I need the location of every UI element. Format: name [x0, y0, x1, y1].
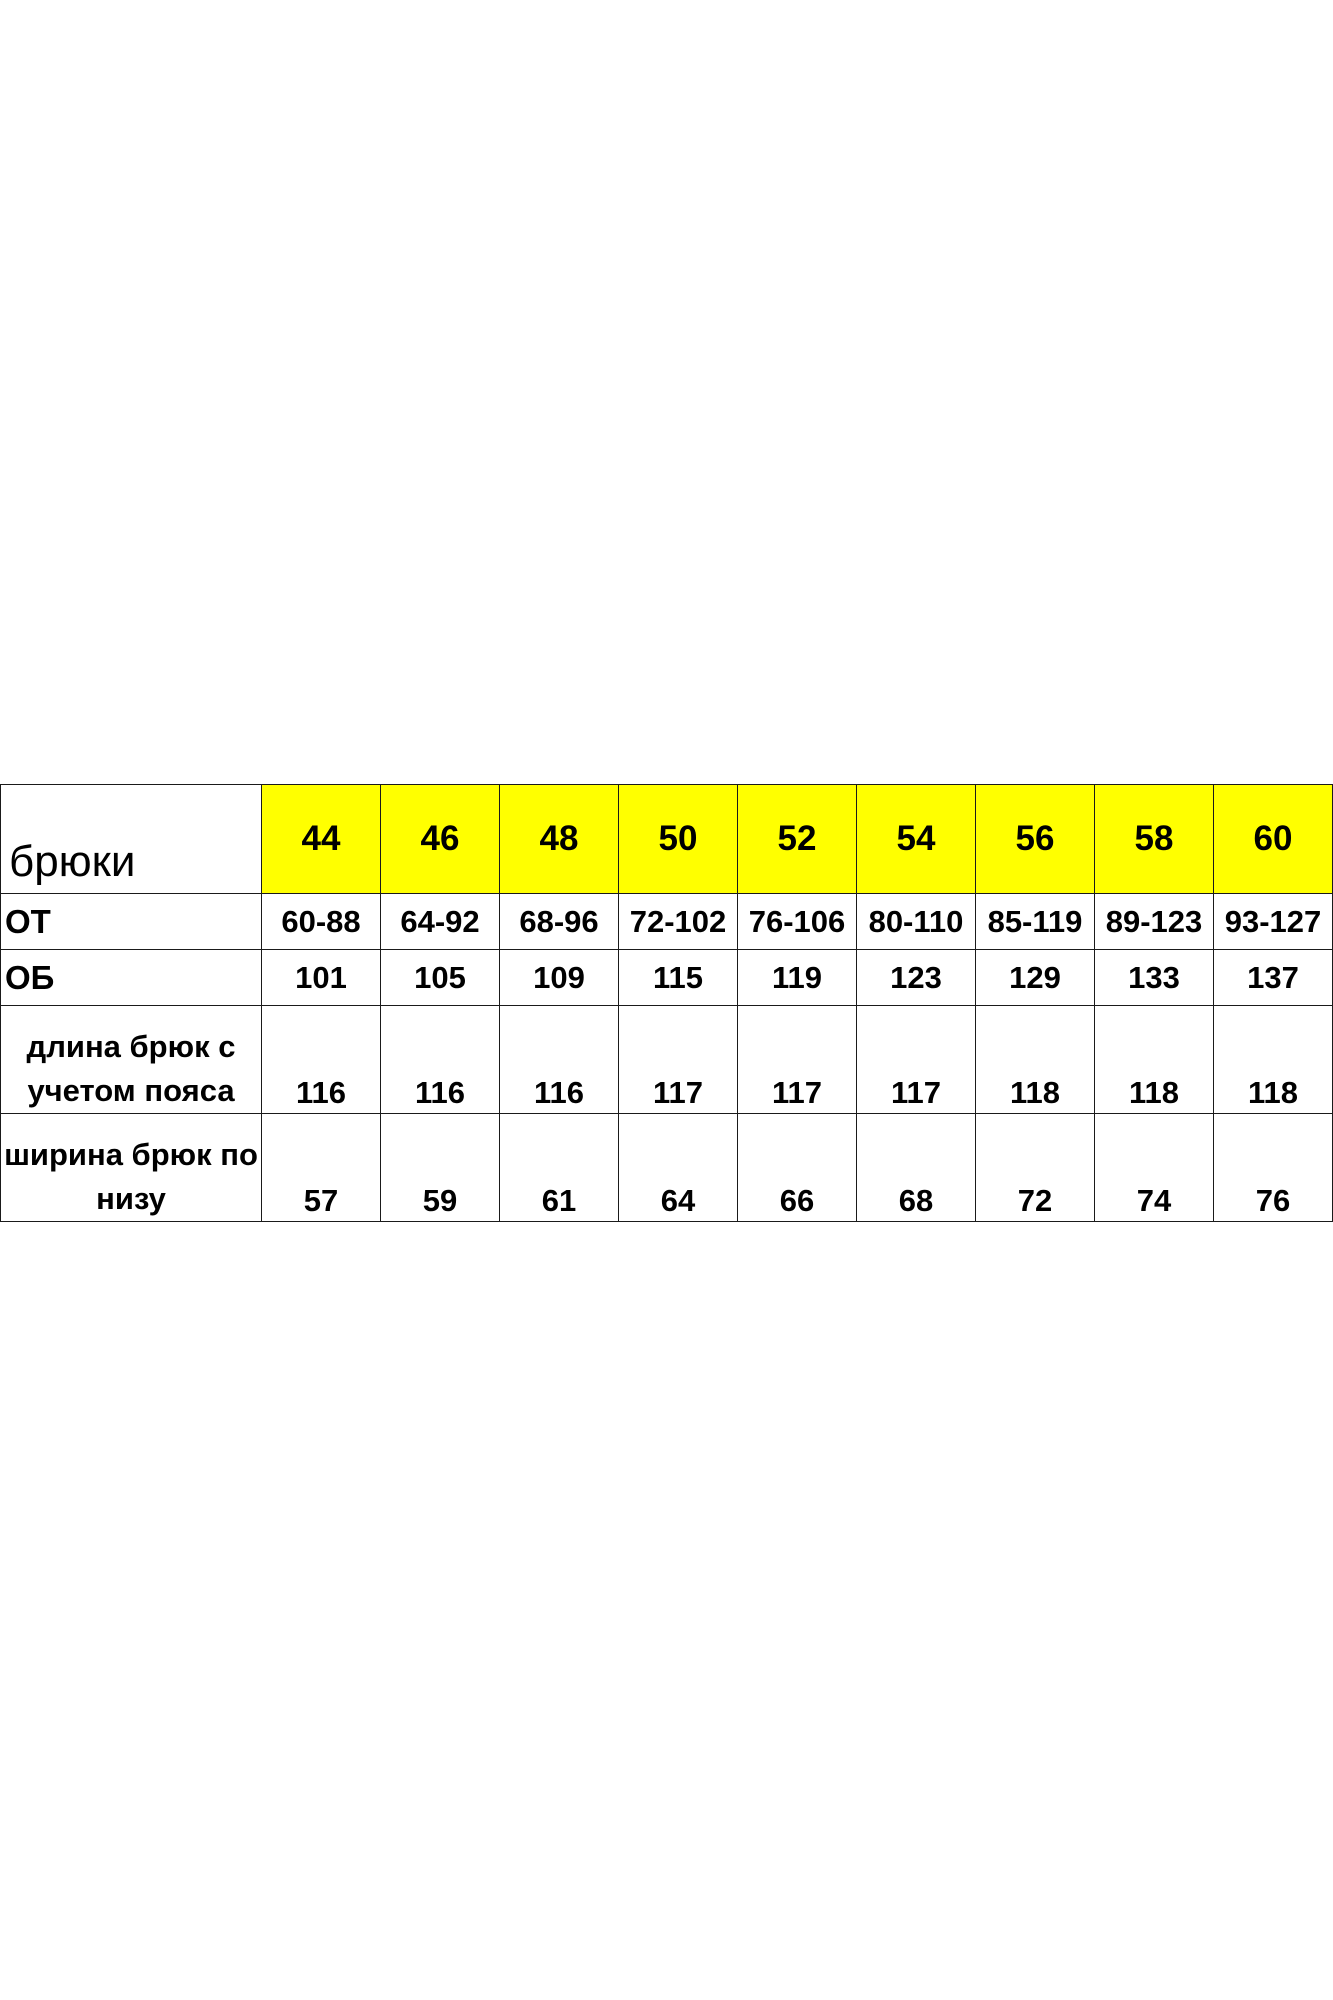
- row-label-waist: ОТ: [1, 894, 262, 950]
- table-cell: 76: [1214, 1114, 1333, 1222]
- table-row-hips: [1, 950, 1333, 1006]
- table-cell: 64: [619, 1114, 738, 1222]
- row-label-length: [1, 1006, 262, 1114]
- table-cell: 115: [619, 950, 738, 1006]
- table-cell: 64-92: [381, 894, 500, 950]
- table-cell: 101: [262, 950, 381, 1006]
- table-cell: 80-110: [857, 894, 976, 950]
- table-cell: 118: [1214, 1006, 1333, 1114]
- size-48: 48: [500, 785, 619, 894]
- table-cell: 117: [738, 1006, 857, 1114]
- table-cell: 72: [976, 1114, 1095, 1222]
- table-cell: 74: [1095, 1114, 1214, 1222]
- table-cell: 119: [738, 950, 857, 1006]
- row-label-hips: ОБ: [1, 950, 262, 1006]
- table-cell: 116: [381, 1006, 500, 1114]
- table-title: брюки: [1, 785, 262, 894]
- table-cell: 137: [1214, 950, 1333, 1006]
- size-header-row: [1, 785, 1333, 894]
- table-cell: 123: [857, 950, 976, 1006]
- table-row-waist: [1, 894, 1333, 950]
- row-label-length-line2: учетом пояса: [27, 1073, 235, 1108]
- size-56: 56: [976, 785, 1095, 894]
- table-row-length: [1, 1006, 1333, 1114]
- table-cell: 60-88: [262, 894, 381, 950]
- table-cell: 85-119: [976, 894, 1095, 950]
- table-cell: 129: [976, 950, 1095, 1006]
- table-cell: 116: [500, 1006, 619, 1114]
- size-chart-table: [0, 784, 1333, 1222]
- table-cell: 57: [262, 1114, 381, 1222]
- size-60: 60: [1214, 785, 1333, 894]
- table-cell: 116: [262, 1006, 381, 1114]
- table-cell: 118: [1095, 1006, 1214, 1114]
- table-cell: 105: [381, 950, 500, 1006]
- size-50: 50: [619, 785, 738, 894]
- table-cell: 61: [500, 1114, 619, 1222]
- size-46: 46: [381, 785, 500, 894]
- table-cell: 117: [619, 1006, 738, 1114]
- row-label-hem-width: [1, 1114, 262, 1222]
- table-cell: 68-96: [500, 894, 619, 950]
- size-52: 52: [738, 785, 857, 894]
- table-cell: 118: [976, 1006, 1095, 1114]
- table-row-hem-width: [1, 1114, 1333, 1222]
- size-44: 44: [262, 785, 381, 894]
- table-cell: 117: [857, 1006, 976, 1114]
- table-cell: 109: [500, 950, 619, 1006]
- table-cell: 72-102: [619, 894, 738, 950]
- table-cell: 133: [1095, 950, 1214, 1006]
- row-label-hem-width-line2: низу: [96, 1181, 166, 1216]
- row-label-length-line1: длина брюк с: [26, 1029, 236, 1064]
- table-cell: 59: [381, 1114, 500, 1222]
- row-label-hem-width-line1: ширина брюк по: [4, 1137, 258, 1172]
- table-cell: 93-127: [1214, 894, 1333, 950]
- size-54: 54: [857, 785, 976, 894]
- table-cell: 66: [738, 1114, 857, 1222]
- table-cell: 68: [857, 1114, 976, 1222]
- table-cell: 76-106: [738, 894, 857, 950]
- table-cell: 89-123: [1095, 894, 1214, 950]
- size-58: 58: [1095, 785, 1214, 894]
